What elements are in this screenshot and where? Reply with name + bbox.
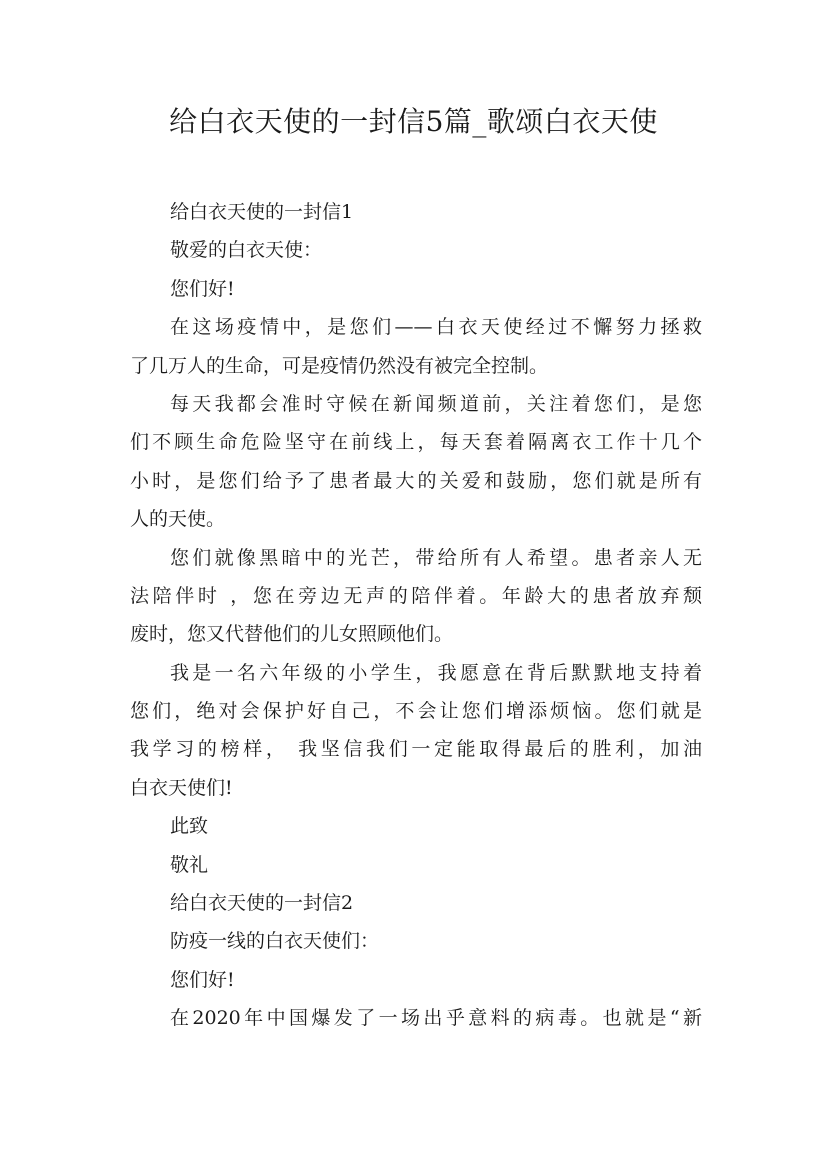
paragraph-line: 白衣天使们! <box>130 776 233 799</box>
paragraph-line: 我学习的榜样， 我坚信我们一定能取得最后的胜利，加油 <box>130 738 702 761</box>
paragraph-line: 废时，您又代替他们的儿女照顾他们。 <box>130 623 454 646</box>
closing-line: 此致 <box>170 815 209 838</box>
paragraph-line: 人的天使。 <box>130 508 226 531</box>
paragraph-line: 每天我都会准时守候在新闻频道前，关注着您们，是您 <box>170 392 702 415</box>
section-heading-2: 给白衣天使的一封信2 <box>170 892 354 915</box>
paragraph-line: 您们就像黑暗中的光芒，带给所有人希望。患者亲人无 <box>170 546 702 569</box>
salutation: 防疫一线的白衣天使们： <box>170 930 380 953</box>
paragraph-line: 们不顾生命危险坚守在前线上，每天套着隔离衣工作十几个 <box>130 431 702 454</box>
paragraph-line: 了几万人的生命，可是疫情仍然没有被完全控制。 <box>130 354 549 377</box>
greeting: 您们好! <box>170 277 235 300</box>
paragraph-line: 在这场疫情中，是您们——白衣天使经过不懈努力拯救 <box>170 316 702 339</box>
greeting: 您们好! <box>170 968 235 991</box>
paragraph-line: 您们，绝对会保护好自己，不会让您们增添烦恼。您们就是 <box>130 700 702 723</box>
paragraph-line: 法陪伴时 ，您在旁边无声的陪伴着。年龄大的患者放弃颓 <box>130 584 702 607</box>
document-body <box>130 193 702 1038</box>
paragraph-line: 我是一名六年级的小学生，我愿意在背后默默地支持着 <box>170 661 702 684</box>
paragraph-line: 在2020年中国爆发了一场出乎意料的病毒。也就是“新 <box>170 1007 702 1030</box>
paragraph-line: 小时，是您们给予了患者最大的关爱和鼓励，您们就是所有 <box>130 469 702 492</box>
closing-line: 敬礼 <box>170 853 209 876</box>
salutation: 敬爱的白衣天使： <box>170 239 323 262</box>
document-title: 给白衣天使的一封信5篇_歌颂白衣天使 <box>169 105 658 138</box>
section-heading-1: 给白衣天使的一封信1 <box>170 201 354 223</box>
